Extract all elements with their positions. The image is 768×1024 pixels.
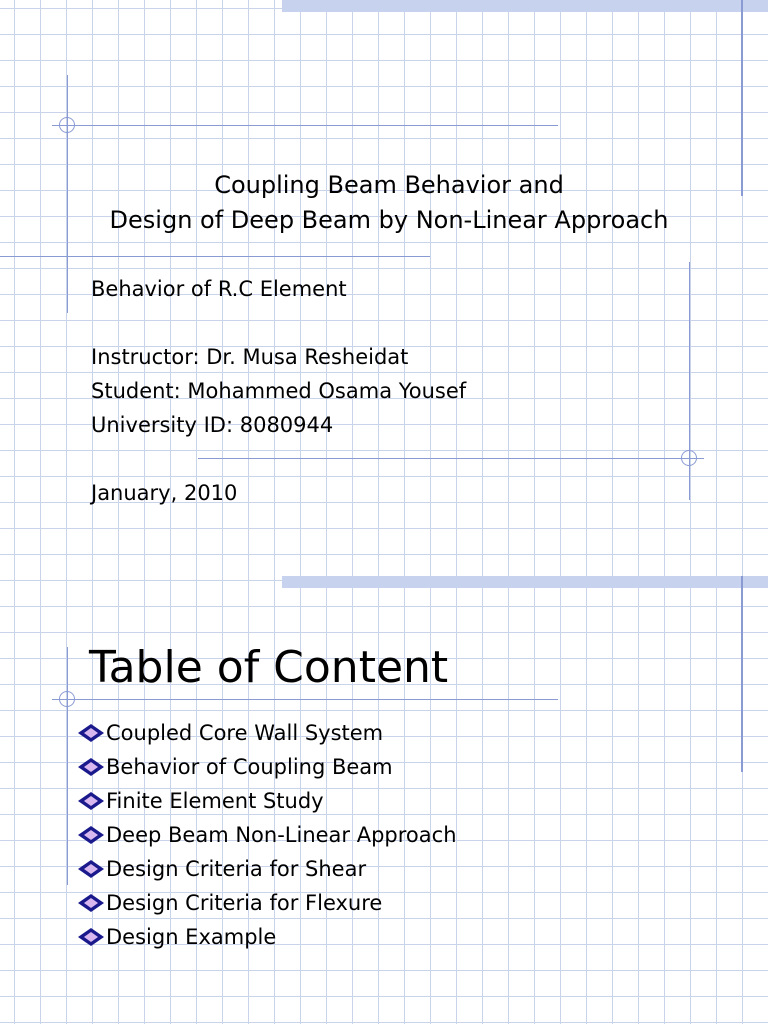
accent-bar — [282, 0, 768, 12]
decor-vertical-line — [741, 0, 743, 196]
diamond-bullet-icon — [76, 927, 106, 947]
slide-info — [91, 272, 466, 510]
list-item — [76, 886, 457, 920]
diamond-bullet-icon — [76, 791, 106, 811]
student-line: Student: Mohammed Osama Yousef — [91, 379, 467, 403]
toc-item-label: Finite Element Study — [106, 789, 324, 813]
accent-bar — [282, 576, 768, 588]
title-line-2: Design of Deep Beam by Non-Linear Approach — [109, 206, 669, 234]
list-item — [76, 750, 457, 784]
toc-item-label: Design Criteria for Shear — [106, 857, 367, 881]
list-item — [76, 920, 457, 954]
decor-horizontal-line — [0, 256, 430, 257]
diamond-bullet-icon — [76, 859, 106, 879]
list-item — [76, 852, 457, 886]
list-item — [76, 716, 457, 750]
list-item — [76, 818, 457, 852]
list-item — [76, 784, 457, 818]
course-name: Behavior of R.C Element — [91, 277, 347, 301]
toc-item-label: Behavior of Coupling Beam — [106, 755, 393, 779]
title-line-1: Coupling Beam Behavior and — [214, 171, 564, 199]
decor-ring-icon — [59, 117, 75, 133]
decor-vertical-line — [67, 647, 68, 885]
toc-heading: Table of Content — [89, 642, 449, 693]
decor-ring-icon — [681, 450, 697, 466]
date-line: January, 2010 — [91, 481, 238, 505]
toc-item-label: Deep Beam Non-Linear Approach — [106, 823, 457, 847]
toc-item-label: Coupled Core Wall System — [106, 721, 384, 745]
decor-horizontal-line — [52, 699, 558, 700]
diamond-bullet-icon — [76, 723, 106, 743]
diamond-bullet-icon — [76, 893, 106, 913]
decor-ring-icon — [59, 691, 75, 707]
decor-vertical-line — [741, 576, 743, 772]
slide-title — [0, 168, 768, 238]
diamond-bullet-icon — [76, 757, 106, 777]
diamond-bullet-icon — [76, 825, 106, 845]
toc-item-label: Design Criteria for Flexure — [106, 891, 383, 915]
toc-item-label: Design Example — [106, 925, 277, 949]
decor-horizontal-line — [52, 125, 558, 126]
toc-list — [76, 716, 457, 954]
university-id-line: University ID: 8080944 — [91, 413, 334, 437]
instructor-line: Instructor: Dr. Musa Resheidat — [91, 345, 409, 369]
